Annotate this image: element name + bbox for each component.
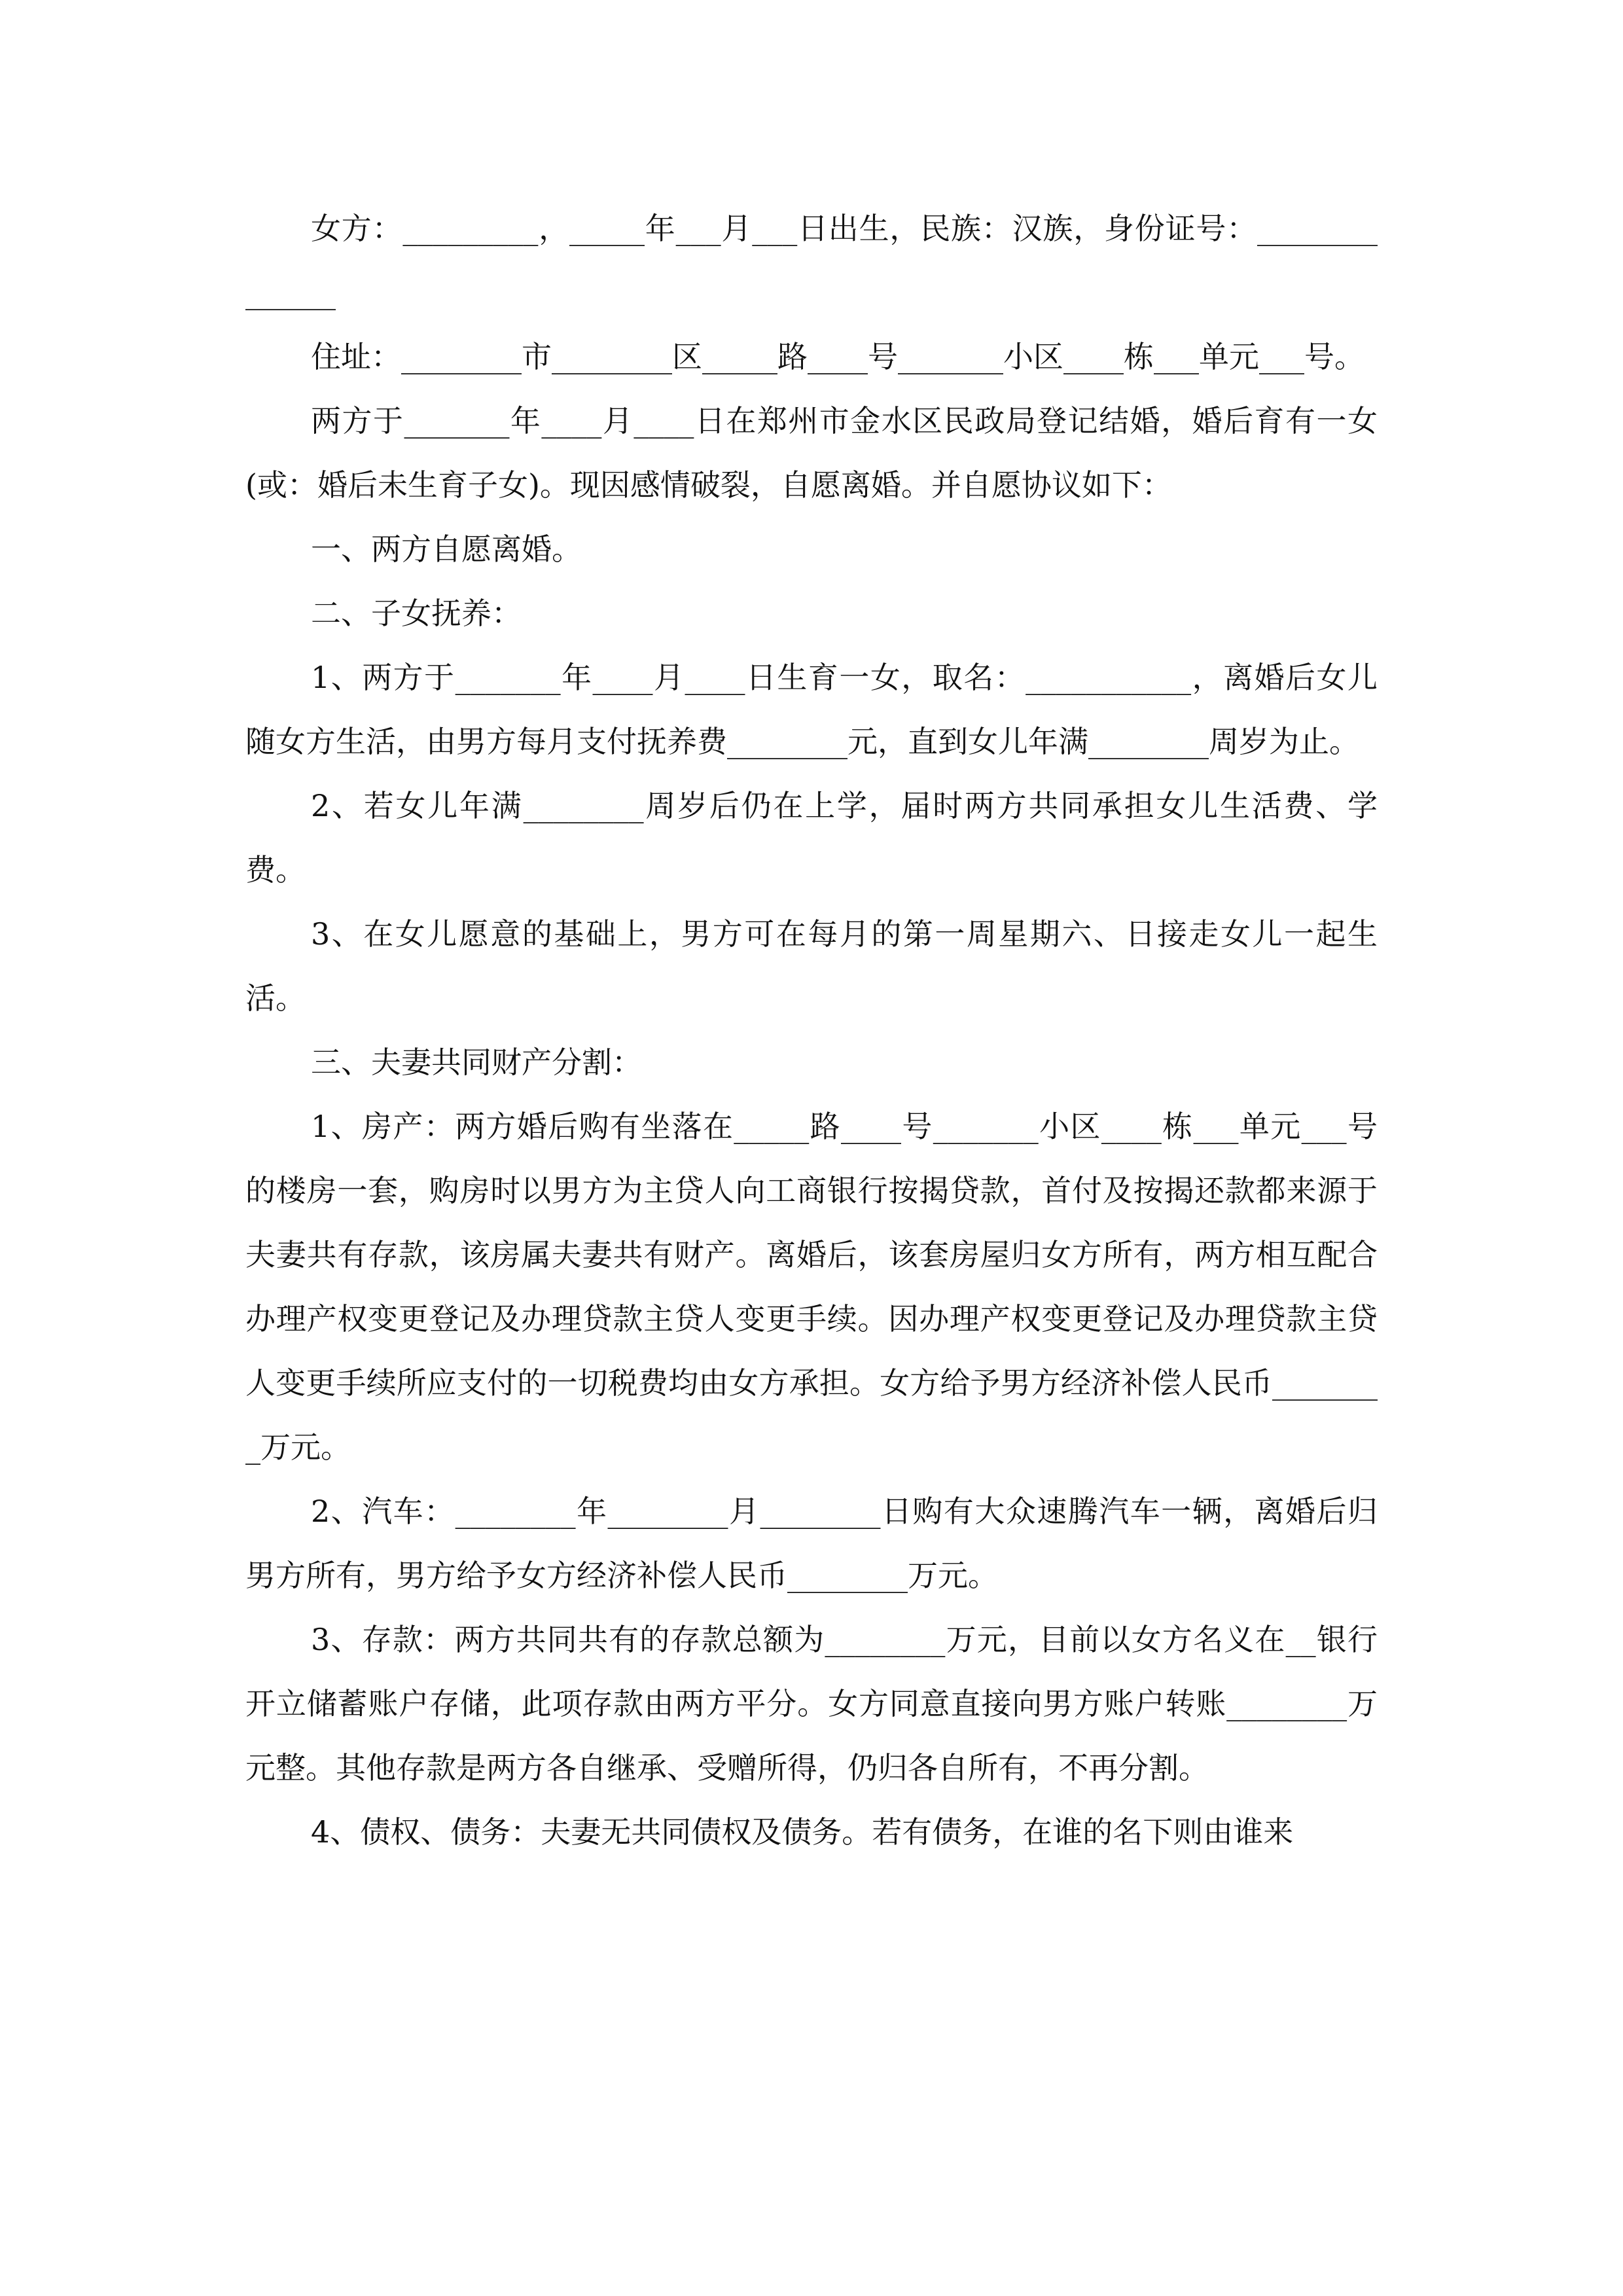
paragraph-property-house: 1、房产：两方婚后购有坐落在_____路____号_______小区____栋___单元___号的楼房一套，购房时以男方为主贷人向工商银行按揭贷款，首付及按揭还款都来源于夫妻共有存款，该房属夫妻共有财产。离婚后，该套房屋归女方所有，两方相互配合办理产权变更登记及办理贷款主贷人变更手续。因办理产权变更登记及办理贷款主贷人变更手续所应支付的一切税费均由女方承担。女方给予男方经济补偿人民币________万元。 — [245, 1109, 1378, 1465]
paragraph-address: 住址：________市________区_____路____号_______小区____栋___单元___号。 — [311, 339, 1364, 374]
paragraph-marriage-registration: 两方于_______年____月____日在郑州市金水区民政局登记结婚，婚后育有一女(或：婚后未生育子女)。现因感情破裂，自愿离婚。并自愿协议如下： — [245, 403, 1378, 503]
paragraph-child-1: 1、两方于_______年____月____日生育一女，取名：___________，离婚后女儿随女方生活，由男方每月支付抚养费________元，直到女儿年满________周岁为止。 — [245, 660, 1378, 759]
paragraph-debts: 4、债权、债务：夫妻无共同债权及债务。若有债务，在谁的名下则由谁来 — [311, 1814, 1294, 1850]
paragraph-section-3-heading: 三、夫妻共同财产分割： — [311, 1045, 642, 1080]
paragraph-section-1: 一、两方自愿离婚。 — [311, 531, 582, 567]
paragraph-child-2: 2、若女儿年满________周岁后仍在上学，届时两方共同承担女儿生活费、学费。 — [245, 788, 1378, 888]
paragraph-property-car: 2、汽车：________年________月________日购有大众速腾汽车一辆，离婚后归男方所有，男方给予女方经济补偿人民币________万元。 — [245, 1494, 1378, 1593]
paragraph-property-savings: 3、存款：两方共同共有的存款总额为________万元，目前以女方名义在__银行开立储蓄账户存储，此项存款由两方平分。女方同意直接向男方账户转账________万元整。其他存款是两方各自继承、受赠所得，仍归各自所有，不再分割。 — [245, 1622, 1378, 1785]
paragraph-female-party: 女方：_________，_____年___月___日出生，民族：汉族，身份证号：______________ — [245, 211, 1378, 310]
document-body — [245, 196, 1378, 1864]
paragraph-child-3: 3、在女儿愿意的基础上，男方可在每月的第一周星期六、日接走女儿一起生活。 — [245, 916, 1378, 1016]
paragraph-section-2-heading: 二、子女抚养： — [311, 596, 522, 631]
